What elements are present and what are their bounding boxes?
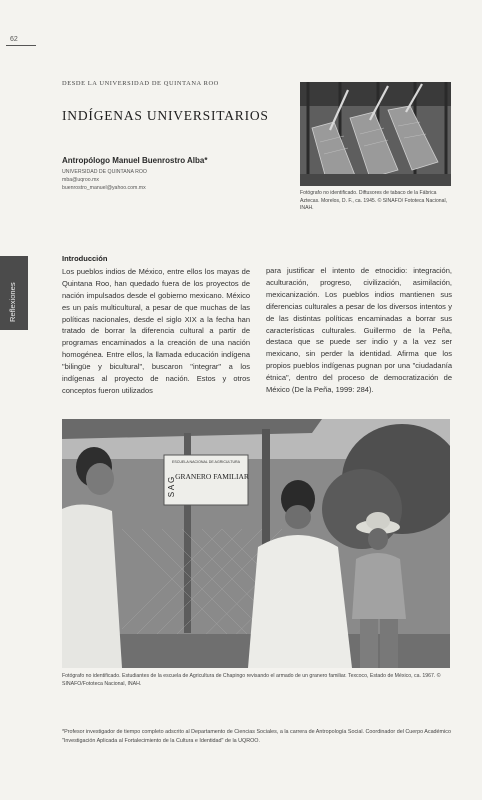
affiliation-email-2: buenrostro_manuel@yahoo.com.mx [62,185,146,191]
body-column-1 [62,253,250,397]
intro-heading: Introducción [62,254,108,263]
article-title: INDÍGENAS UNIVERSITARIOS [62,108,269,123]
factory-photo [300,82,451,186]
photo2-caption: Fotógrafo no identificado. Estudiantes de la escuela de Agricultura de Chapingo revisando el armado de un granero familiar. Texcoco, Estado de México, ca. 1967. © SINAFO/Fototeca Nacional, INAH. [62,673,441,687]
section-side-tab [0,256,28,330]
author-name: Antropólogo Manuel Buenrostro Alba* [62,156,208,165]
author-footnote: *Profesor investigador de tiempo completo adscrito al Departamento de Ciencias Sociales, a la carrera de Antropología Social. Coordinador del Cuerpo Académico "Investigación Aplicada al Fortalecimiento de la Cultura e Identidad" de la UQROO. [62,729,451,744]
affiliation-institution: UNIVERSIDAD DE QUINTANA ROO [62,169,147,175]
body-text-col2: para justificar el intento de etnocidio: integración, aculturación, progreso, civilización, asimilación, mexicanización. Los pueblos indios mantienen sus diferencias culturales a pesar de los diversos intentos y de las distintas políticas encaminadas a borrar sus características culturales. Guillermo de la Peña, destaca que se puede ser indio y a la vez ser mexicano, sin perder la identidad. Afirma que los propios pueblos indígenas pugnan por una "ciudadanía étnica", dentro del proceso de democratización de México (De la Peña, 1999: 284). [266,266,452,395]
students-granary-photo [62,419,450,668]
sign-sag-text: S A G [167,476,176,498]
body-column-2 [266,265,452,396]
side-tab-label: Reflexiones [8,282,17,322]
body-text-col1: Los pueblos indios de México, entre ellos los mayas de Quintana Roo, han quedado fuera de los proyectos de nación impulsados desde el gobierno mexicano. México es un país multicultural, a pesar de que muchas de las políticas nacionales, desde el siglo XIX a la fecha han tratado de borrar la diferencia cultural a partir de programas encaminados a la creación de una nación homogénea. Entre ellos, la llamada educación indígena "bilingüe y bicultural", buscaron "integrar" a los indígenas al proyecto de nación. Estos y otros conceptos fueron utilizados [62,266,250,395]
header-rule [6,45,36,46]
sign-main-text: GRANERO FAMILIAR [175,472,249,481]
sign-header-text: ESCUELA NACIONAL DE AGRICULTURA [171,460,241,464]
photo1-caption: Fotógrafo no identificado. Diftusores de tabaco de la Fábrica Aztecas. Morelos, D. F., ca. 1945. © SINAFO/ Fototeca Nacional, INAH. [300,190,448,212]
page-number: 62 [10,36,18,43]
section-kicker: DESDE LA UNIVERSIDAD DE QUINTANA ROO [62,80,219,87]
author-affiliation [62,168,147,192]
affiliation-email-1: mba@uqroo.mx [62,177,99,183]
